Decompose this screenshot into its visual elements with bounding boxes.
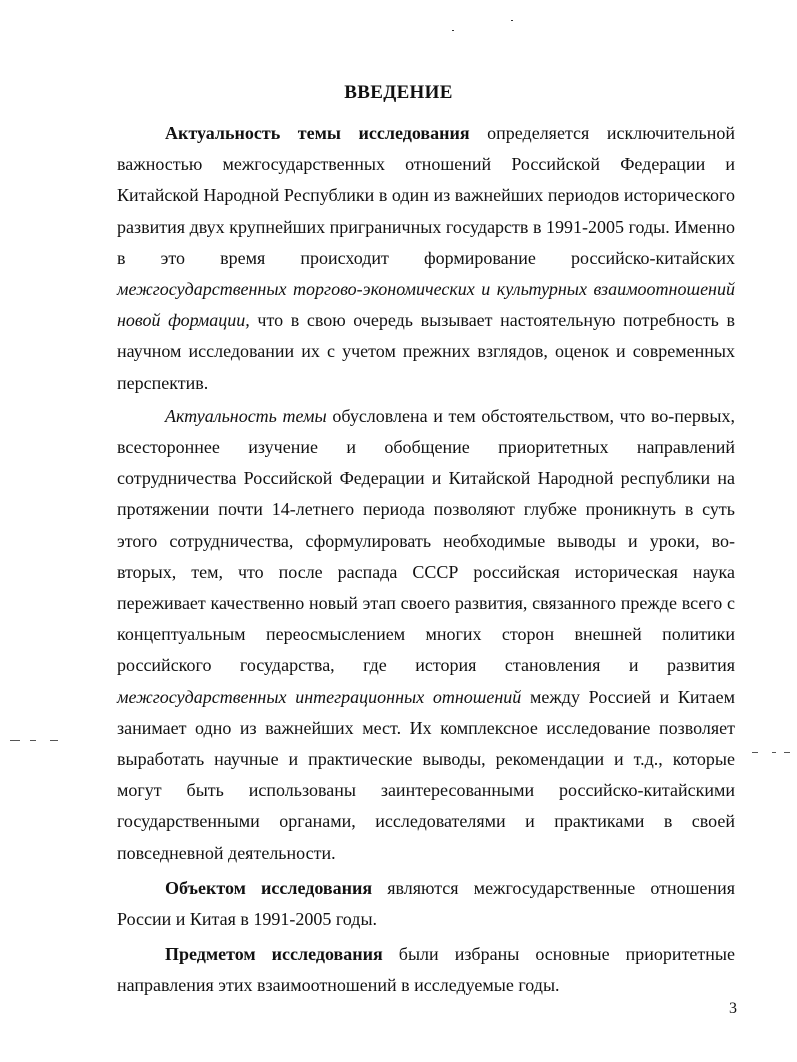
scan-speck — [452, 30, 454, 31]
paragraph-text: между Россией и Китаем занимает одно из важнейших мест. Их комплексное исследование позволяет выработать научные и практические выводы, рекомендации и т.д., которые могут быть использованы заинтересованными российско-китайскими государственными органами, исследователями и практиками в своей повседневной деятельности. — [117, 686, 735, 863]
paragraph-relevance — [117, 118, 735, 399]
scan-margin-mark — [50, 740, 58, 741]
paragraph-text: что в свою очередь вызывает настоятельную потребность в научном исследовании их с учетом прежних взглядов, оценок и современных перспектив. — [117, 310, 736, 393]
paragraph-text: являются межгосударственные отношения России и Китая в 1991-2005 годы. — [117, 877, 735, 930]
scan-margin-mark — [10, 740, 20, 741]
scan-margin-mark — [784, 752, 790, 753]
document-body — [117, 118, 735, 1002]
lead-bold: Актуальность темы исследования — [165, 123, 470, 143]
paragraph-text: обусловлена и тем обстоятельством, что во-первых, всестороннее изучение и обобщение приоритетных направлений сотрудничества Российской Федерации и Китайской Народной республики на протяжении почти 14-летнего периода позволяют глубже проникнуть в суть этого сотрудничества, сформулировать необходимые выводы и уроки, во-вторых, тем, что после распада СССР российская историческая наука переживает качественно новый этап своего развития, связанного прежде всего с концептуальным переосмыслением многих сторон внешней политики российского государства, где история становления и развития — [117, 405, 735, 676]
scan-speck — [511, 20, 513, 21]
italic-phrase: межгосударственных торгово-экономических и культурных взаимоотношений новой формации, — [117, 279, 735, 331]
paragraph-subject — [117, 939, 735, 1001]
scan-margin-mark — [30, 740, 36, 741]
lead-bold: Объектом исследования — [165, 877, 373, 898]
paragraph-text: были избраны основные приоритетные направления этих взаимоотношений в исследуемые годы. — [117, 944, 736, 996]
paragraph-object — [117, 873, 735, 935]
paragraph-text: определяется исключительной важностью межгосударственных отношений Российской Федерации и Китайской Народной Республики в один из важнейших периодов исторического развития двух крупнейших приграничных государств в 1991-2005 годы. Именно в это время происходит формирование российско-китайских — [117, 123, 735, 268]
scan-margin-mark — [772, 752, 776, 753]
paragraph-relevance-reasons — [117, 401, 735, 869]
lead-bold: Предметом исследования — [165, 944, 383, 965]
lead-italic: Актуальность темы — [165, 405, 327, 426]
page-number: 3 — [729, 1000, 737, 1017]
page-title: ВВЕДЕНИЕ — [344, 82, 453, 103]
italic-phrase: межгосударственных интеграционных отношений — [117, 686, 522, 707]
scan-margin-mark — [752, 752, 758, 753]
